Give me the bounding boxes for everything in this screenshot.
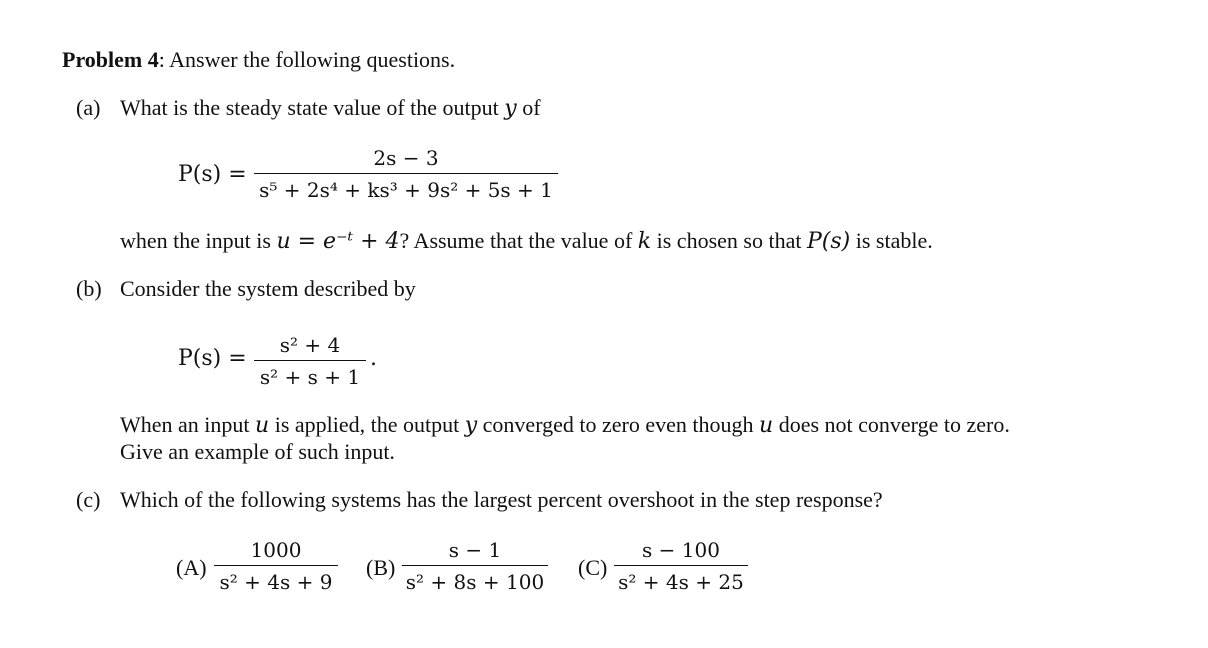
part-a-fraction	[254, 146, 558, 202]
problem-title-bold: Problem 4	[62, 47, 159, 72]
option-a-numerator: 1000	[250, 538, 302, 562]
part-a-followup	[120, 228, 933, 254]
option-b-label: (B)	[366, 555, 396, 580]
part-a-fraction-bar	[254, 173, 558, 174]
part-a-question-var: y	[504, 96, 517, 121]
part-b-line1-d: does not converge to zero.	[778, 412, 1010, 437]
part-a-ps: P(s)	[806, 229, 851, 254]
part-b-period: .	[370, 346, 377, 371]
part-a-label: (a)	[76, 95, 101, 120]
part-b-question: Consider the system described by	[120, 276, 416, 301]
part-b-label: (b)	[76, 276, 102, 301]
part-c-label: (c)	[76, 487, 101, 512]
part-a-question-tail: of	[522, 95, 541, 120]
part-a-followup-2: ? Assume that the value of	[399, 228, 633, 253]
option-a-bar	[214, 565, 338, 566]
part-b-line1-c: converged to zero even though	[482, 412, 754, 437]
part-b-line1-a: When an input	[120, 412, 250, 437]
part-b-var-y: y	[464, 413, 478, 438]
part-b-fraction	[254, 333, 366, 389]
part-a-lhs: P(s) =	[178, 162, 247, 187]
part-c-question: Which of the following systems has the largest percent overshoot in the step response?	[120, 487, 883, 512]
part-b-fraction-bar	[254, 360, 366, 361]
problem-title	[62, 47, 455, 73]
part-b-denominator: s² + s + 1	[259, 365, 361, 389]
option-c-denominator: s² + 4s + 25	[618, 570, 744, 594]
option-a-label: (A)	[176, 555, 207, 580]
option-b-bar	[402, 565, 548, 566]
part-b-line1-b: is applied, the output	[274, 412, 460, 437]
part-a-denominator: s⁵ + 2s⁴ + ks³ + 9s² + 5s + 1	[259, 178, 553, 202]
option-c-bar	[614, 565, 748, 566]
part-a-followup-4: is stable.	[855, 228, 933, 253]
option-a-fraction	[214, 538, 338, 594]
option-b-fraction	[402, 538, 548, 594]
part-b-var-u: u	[255, 413, 270, 438]
option-c-fraction	[614, 538, 748, 594]
part-b-line2: Give an example of such input.	[120, 439, 395, 464]
part-b-lhs: P(s) =	[178, 346, 247, 371]
part-b-numerator: s² + 4	[279, 333, 341, 357]
option-c-numerator: s − 100	[642, 538, 720, 562]
part-a-followup-1: when the input is	[120, 228, 271, 253]
part-a-question	[120, 95, 541, 121]
part-a-numerator: 2s − 3	[373, 146, 439, 170]
option-a-denominator: s² + 4s + 9	[219, 570, 333, 594]
part-a-question-text: What is the steady state value of the output	[120, 95, 499, 120]
part-a-input-expression: u = e⁻ᵗ + 4	[276, 229, 400, 254]
part-a-followup-3: is chosen so that	[656, 228, 802, 253]
part-a-var-k: k	[637, 229, 652, 254]
option-b-denominator: s² + 8s + 100	[405, 570, 545, 594]
option-c-label: (C)	[578, 555, 608, 580]
part-b-line1	[120, 412, 1010, 438]
option-b-numerator: s − 1	[448, 538, 502, 562]
problem-title-rest: : Answer the following questions.	[158, 47, 456, 72]
part-b-var-u2: u	[759, 413, 774, 438]
